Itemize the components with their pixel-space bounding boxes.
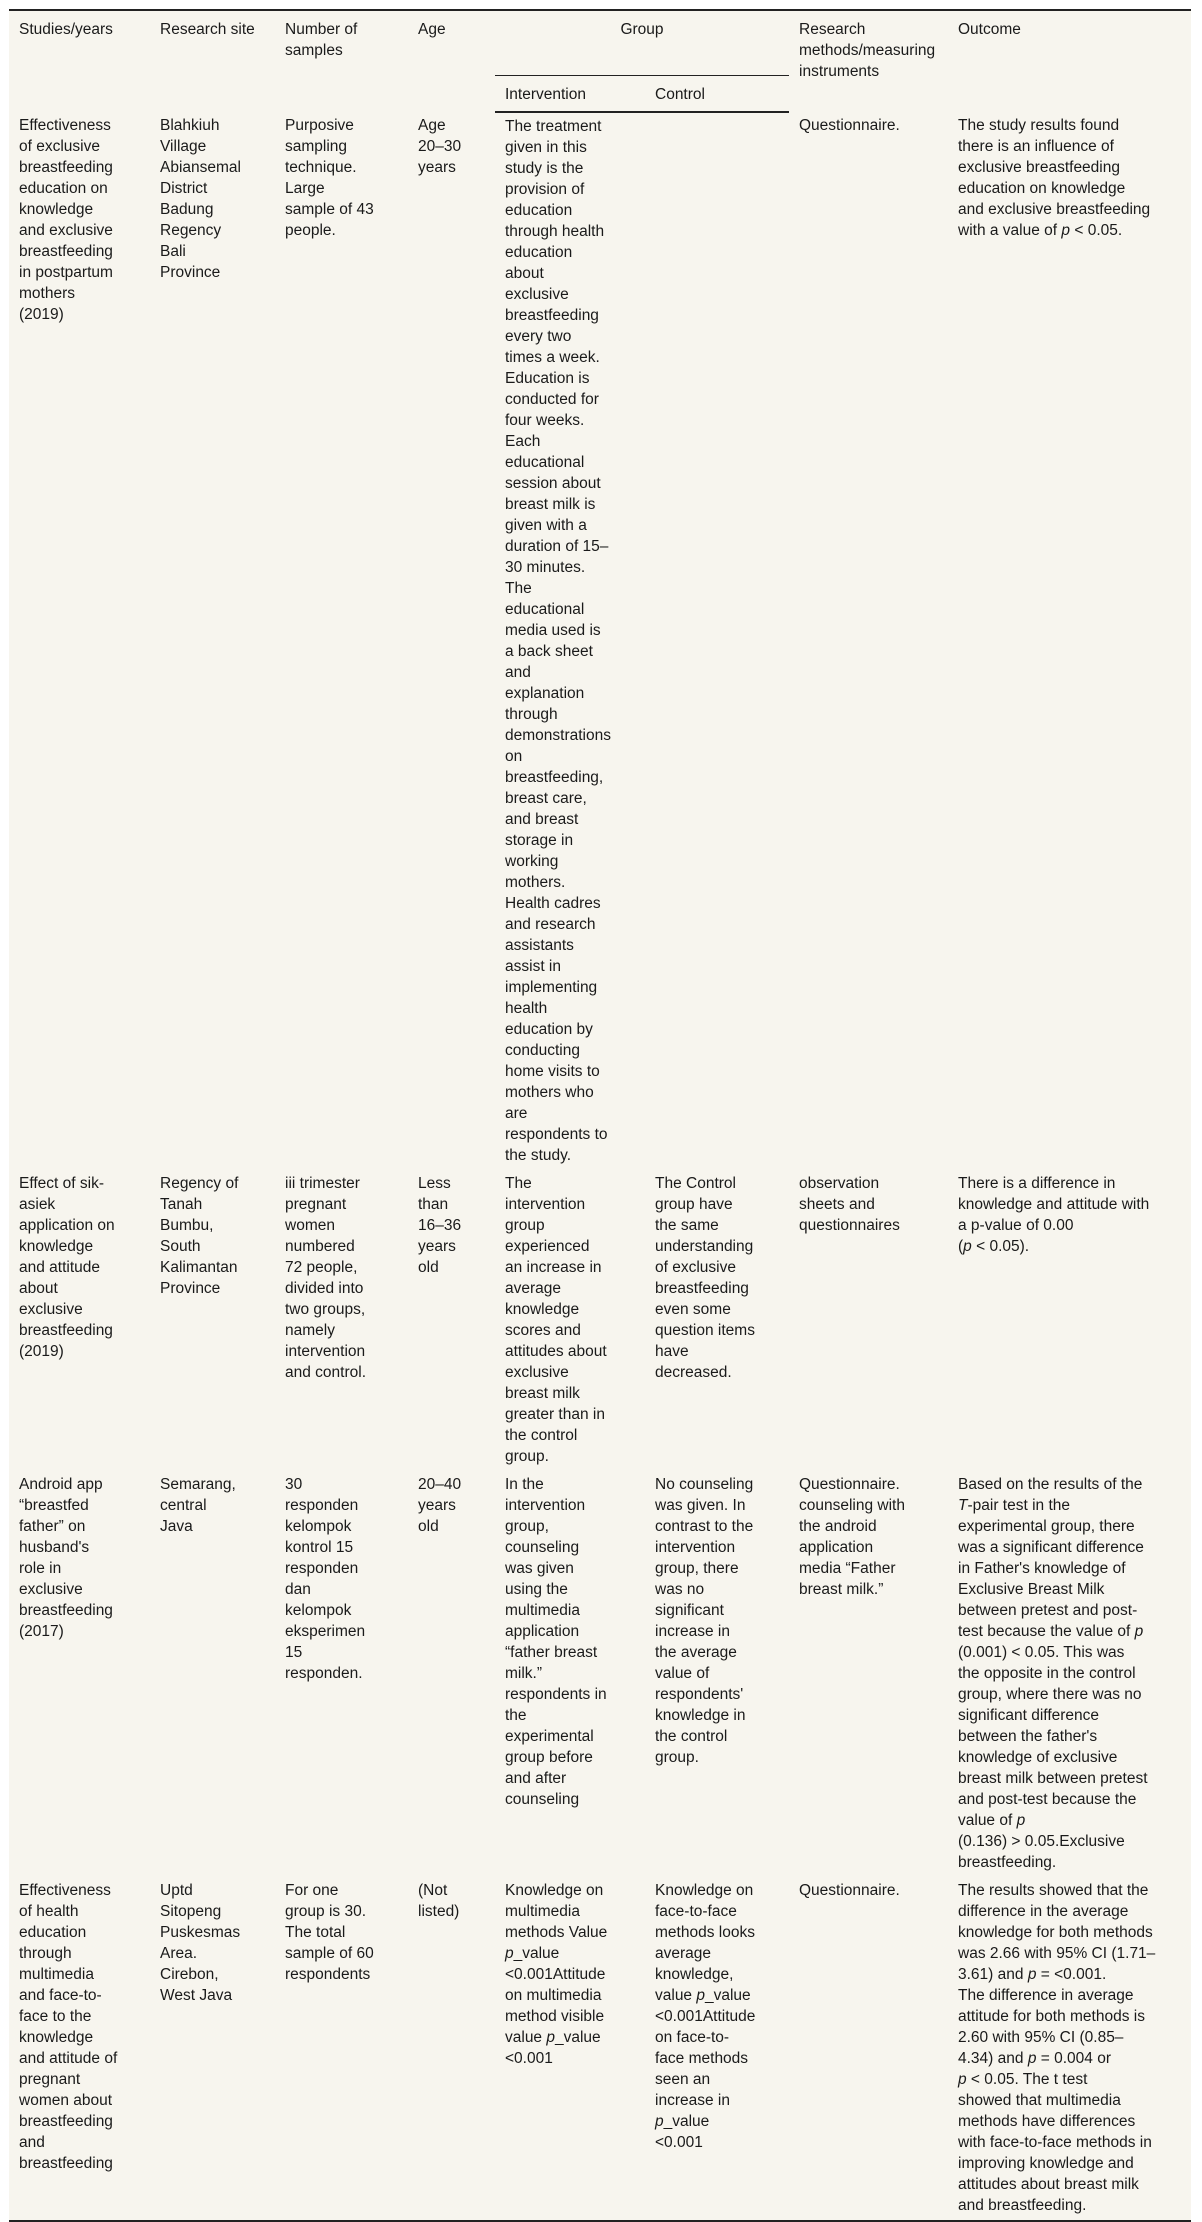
cell-intervention: The intervention group experienced an increase in average knowledge scores and attitudes about exclusive breast milk greater than in the control group.	[505, 1175, 607, 1465]
cell-intervention: The treatment given in this study is the provision of education through health education about exclusive breastfeeding every two times a week. Education is conducted for four weeks. Each educational session about breast milk is given with a duration of 15– 30 minutes. The educational media used is a back sheet and explanation through demonstrations on breastfeeding, breast care, and breast storage in working mothers. Health cadres and research assistants assist in implementing health education by conducting home visits to mothers who are respondents to the study.	[505, 118, 611, 1164]
studies-table	[9, 9, 1191, 2222]
cell-study: Effectiveness of exclusive breastfeeding education on knowledge and exclusive breastfeeding in postpartum mothers (2019)	[19, 117, 113, 323]
table-row	[9, 1877, 1191, 2221]
cell-study: Effectiveness of health education through multimedia and face-to- face to the knowledge and attitude of pregnant women about breastfeeding and breastfeeding	[9, 1877, 150, 2221]
cell-site: Uptd Sitopeng Puskesmas Area. Cirebon, West Java	[150, 1877, 275, 2221]
cell-study: Android app “breastfed father” on husband's role in exclusive breastfeeding (2017)	[19, 1476, 113, 1640]
cell-study: Effect of sik- asiek application on knowledge and attitude about exclusive breastfeeding (2019)	[19, 1175, 115, 1360]
header-samples: Number of samples	[275, 10, 408, 112]
cell-methods: Questionnaire. counseling with the android application media “Father breast milk.”	[799, 1476, 905, 1598]
cell-age: (Not listed)	[408, 1877, 495, 2221]
cell-samples: 30 responden kelompok kontrol 15 responden dan kelompok eksperimen 15 responden.	[285, 1476, 366, 1682]
cell-outcome: The results showed that the difference in the average knowledge for both methods was 2.66 with 95% CI (1.71– 3.61) and p = <0.001. The difference in average attitude for both methods is 2.60 with 95% CI (0.85– 4.34) and p = 0.004 or p < 0.05. The t test showed that multimedia methods have differences with face-to-face methods in improving knowledge and attitudes about breast milk and breastfeeding.	[948, 1877, 1191, 2221]
cell-methods: observation sheets and questionnaires	[799, 1175, 900, 1234]
cell-age: 20–40 years old	[418, 1476, 462, 1535]
cell-age: Age 20–30 years	[418, 117, 462, 176]
table-frame	[9, 9, 1191, 2222]
table-header	[9, 10, 1191, 112]
cell-outcome: Based on the results of the T-pair test in the experimental group, there was a significant difference in Father's knowledge of Exclusive Breast Milk between pretest and post- test because the value of p (0.001) < 0.05. This was the opposite in the control group, where there was no significant difference between the father's knowledge of exclusive breast milk between pretest and post-test because the value of p (0.136) > 0.05.Exclusive breastfeeding.	[958, 1476, 1148, 1871]
cell-outcome: The study results found there is an influence of exclusive breastfeeding education on knowledge and exclusive breastfeeding with a value of p < 0.05.	[958, 117, 1151, 239]
cell-control: The Control group have the same understanding of exclusive breastfeeding even some question items have decreased.	[655, 1175, 755, 1381]
cell-control: Knowledge on face-to-face methods looks average knowledge, value p_value <0.001Attitude on face-to- face methods seen an increase in p_value <0.001	[645, 1877, 789, 2221]
cell-samples: For one group is 30. The total sample of 60 respondents	[275, 1877, 408, 2221]
header-group: Group	[495, 10, 789, 76]
cell-control: No counseling was given. In contrast to the intervention group, there was no significant increase in the average value of respondents' knowledge in the control group.	[655, 1476, 754, 1766]
header-outcome: Outcome	[948, 10, 1191, 112]
cell-methods: Questionnaire.	[799, 117, 900, 134]
header-control: Control	[645, 76, 789, 113]
header-intervention: Intervention	[495, 76, 645, 113]
cell-control	[645, 112, 789, 1170]
cell-samples: Purposive sampling technique. Large sample of 43 people.	[285, 117, 374, 239]
header-site: Research site	[150, 10, 275, 112]
cell-intervention: In the intervention group, counseling was given using the multimedia application “father breast milk.” respondents in the experimental group before and after counseling	[505, 1476, 607, 1808]
cell-site: Blahkiuh Village Abiansemal District Badung Regency Bali Province	[160, 117, 241, 281]
cell-site: Regency of Tanah Bumbu, South Kalimantan Province	[160, 1175, 239, 1297]
cell-outcome: There is a difference in knowledge and attitude with a p-value of 0.00 (p < 0.05).	[958, 1175, 1150, 1255]
table-row	[9, 112, 1191, 1170]
table-row	[9, 1471, 1191, 1877]
cell-samples: iii trimester pregnant women numbered 72 people, divided into two groups, namely intervention and control.	[285, 1175, 366, 1381]
header-age: Age	[408, 10, 495, 112]
header-studies: Studies/years	[9, 10, 150, 112]
table-row	[9, 1170, 1191, 1471]
header-methods: Research methods/measuring instruments	[789, 10, 948, 112]
cell-age: Less than 16–36 years old	[418, 1175, 462, 1276]
cell-intervention: Knowledge on multimedia methods Value p_value <0.001Attitude on multimedia method visible value p_value <0.001	[495, 1877, 645, 2221]
cell-methods: Questionnaire.	[789, 1877, 948, 2221]
cell-site: Semarang, central Java	[160, 1476, 236, 1535]
